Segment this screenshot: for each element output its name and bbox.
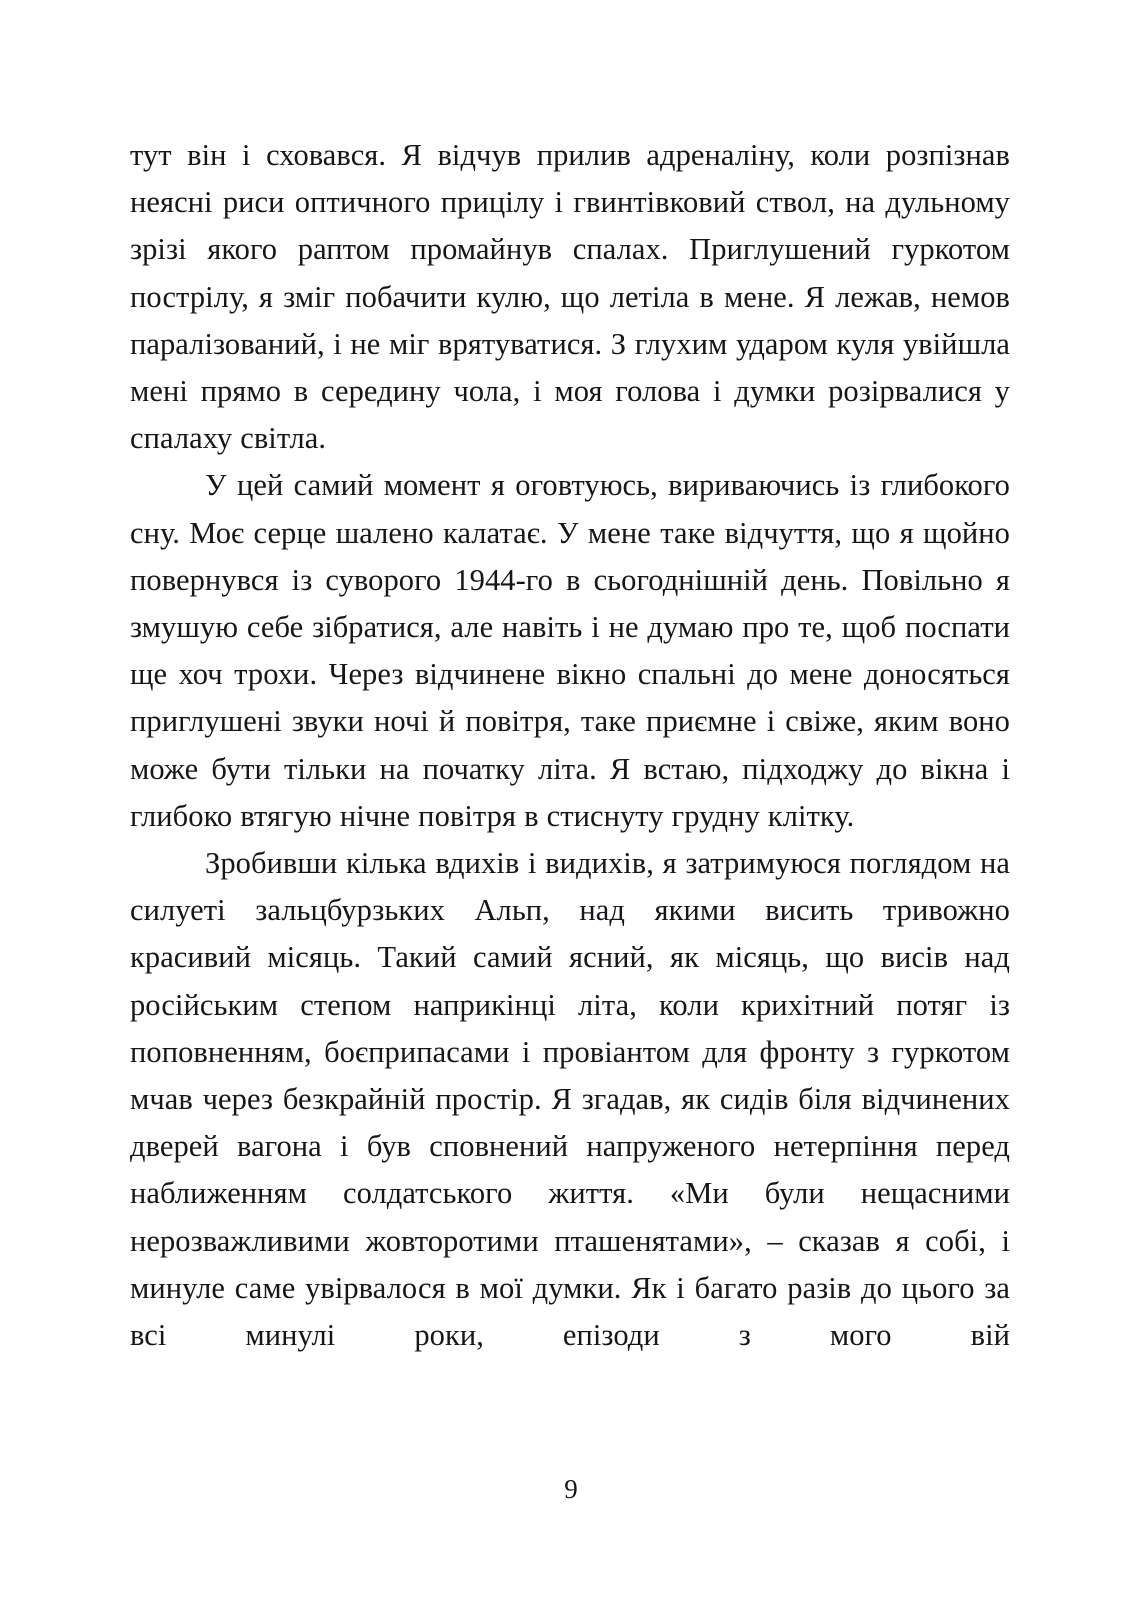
page-number: 9 (564, 1474, 578, 1504)
paragraph-continued-from-previous-page: тут він і сховався. Я відчув прилив адреналіну, коли розпізнав неясні риси оптичного прицілу і гвинтівковий ствол, на дульному зрізі якого раптом промайнув спалах. Приглушений гуркотом пострілу, я зміг побачити кулю, що летіла в мене. Я лежав, немов паралізований, і не міг врятуватися. З глухим ударом куля увійшла мені прямо в середину чола, і моя голова і думки розірвалися у спалаху світла. (130, 138, 1010, 456)
text-column (130, 132, 1010, 1359)
paragraph-awakening: У цей самий момент я оговтуюсь, вириваючись із глибокого сну. Моє серце шалено калатає. У мене таке відчуття, що я щойно повернувся із суворого 1944-го в сьогоднішній день. Повільно я змушую себе зібратися, але навіть і не думаю про те, щоб поспати ще хоч трохи. Через відчинене вікно спальні до мене доносяться приглушені звуки ночі й повітря, таке приємне і свіже, яким воно може бути тільки на початку літа. Я встаю, підходжу до вікна і глибоко втягую нічне повітря в стиснуту грудну клітку. (130, 468, 1010, 833)
paragraph-salzburg-alps: Зробивши кілька вдихів і видихів, я затримуюся поглядом на силуеті зальцбурзьких Альп, над якими висить тривожно красивий місяць. Такий самий ясний, як місяць, що висів над російським степом наприкінці літа, коли крихітний потяг із поповненням, боєприпасами і провіантом для фронту з гуркотом мчав через безкрайній простір. Я згадав, як сидів біля відчинених дверей вагона і був сповнений напруженого нетерпіння перед наближенням солдатського життя. «Ми були нещасними нерозважливими жовторотими пташенятами», – сказав я собі, і минуле саме увірвалося в мої думки. Як і багато разів до цього за всі минулі роки, епізоди з мого вій (130, 846, 1010, 1353)
